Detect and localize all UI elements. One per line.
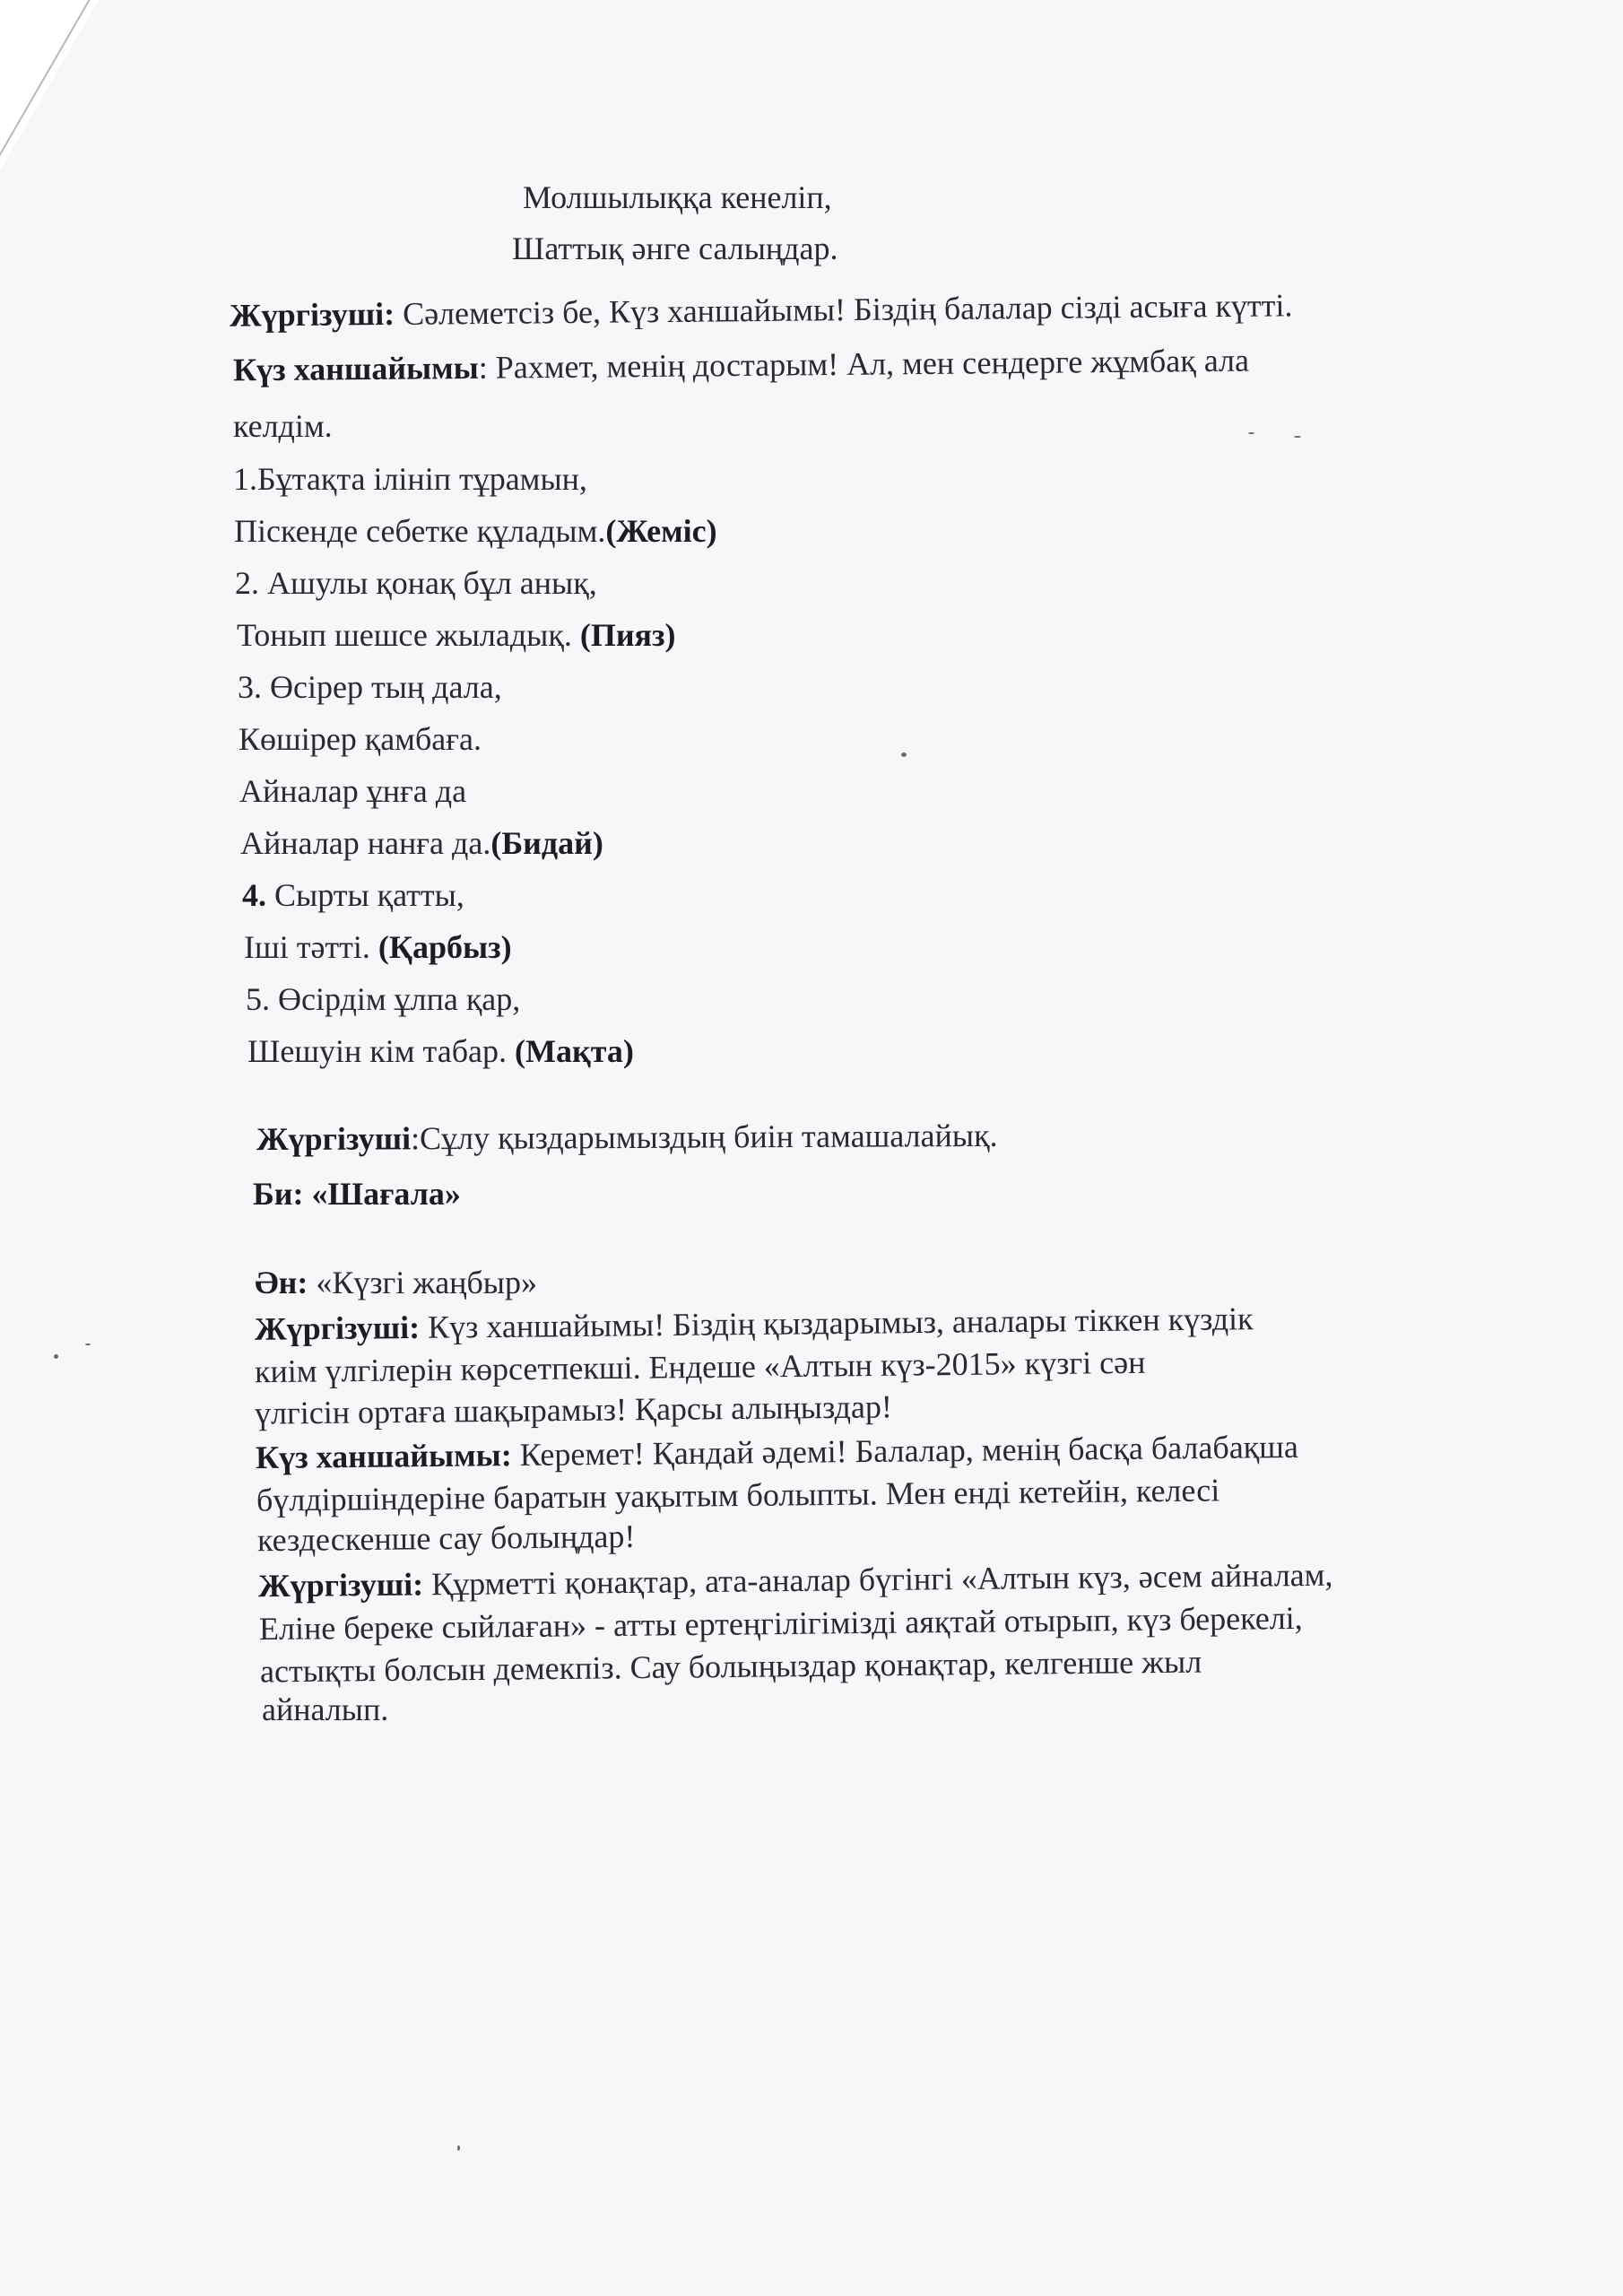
text-line: үлгісін ортаға шақырамыз! Қарсы алыңыздар! xyxy=(254,1388,893,1431)
riddle-line: Шешуін кім табар. (Мақта) xyxy=(247,1033,634,1069)
text-line: бүлдіршіндеріне баратын уақытым болыпты. Мен енді кетейін, келесі xyxy=(256,1472,1220,1518)
text-line: айналып. xyxy=(262,1692,389,1727)
queen-line: Күз ханшайымы: Рахмет, менің достарым! Ал, мен сендерге жұмбақ ала xyxy=(232,342,1250,388)
scan-speck xyxy=(457,2145,460,2151)
song-title: Ән: «Күзгі жаңбыр» xyxy=(255,1265,537,1300)
riddle-line: Іші тәтті. (Қарбыз) xyxy=(244,929,512,965)
text-line: Еліне береке сыйлаған» - атты ертеңгілігімізді аяқтай отырып, күз берекелі, xyxy=(258,1599,1303,1648)
folded-corner xyxy=(0,0,99,170)
riddle-line: Піскенде себетке құладым.(Жеміс) xyxy=(234,513,717,549)
queen-line: Күз ханшайымы: Керемет! Қандай әдемі! Балалар, менің басқа балабақша xyxy=(255,1428,1299,1476)
riddle-line: 4. Сырты қатты, xyxy=(242,877,464,913)
host-line: Жүргізуші: Сәлеметсіз бе, Күз ханшайымы! Біздің балалар сізді асыға күтті. xyxy=(229,287,1293,334)
riddle-line: Айналар ұнға да xyxy=(239,773,467,809)
verse-line: Шаттық әнге салыңдар. xyxy=(512,230,838,266)
scan-speck xyxy=(901,752,907,757)
text-line: кездескенше сау болыңдар! xyxy=(256,1518,636,1559)
scan-speck xyxy=(54,1354,58,1359)
riddle-line: 5. Өсірдім ұлпа қар, xyxy=(246,981,521,1017)
riddle-line: Тонып шешсе жыладық. (Пияз) xyxy=(237,617,676,653)
host-line: Жүргізуші: Құрметті қонақтар, ата-аналар бүгінгі «Алтын күз, әсем айналам, xyxy=(257,1556,1333,1605)
riddle-line: Айналар нанға да.(Бидай) xyxy=(240,825,603,861)
scan-speck xyxy=(1248,432,1254,434)
riddle-line: Көшірер қамбаға. xyxy=(239,721,482,757)
scan-speck xyxy=(1294,436,1301,438)
riddle-line: 1.Бұтақта ілініп тұрамын, xyxy=(233,461,587,497)
text-line: келдім. xyxy=(233,408,333,444)
host-line: Жүргізуші:Сұлу қыздарымыздың биін тамашалайық. xyxy=(256,1117,998,1158)
scan-speck xyxy=(85,1344,91,1345)
riddle-line: 2. Ашулы қонақ бұл анық, xyxy=(235,565,597,601)
verse-line: Молшылыққа кенеліп, xyxy=(523,179,832,215)
host-line: Жүргізуші: Күз ханшайымы! Біздің қыздарымыз, аналары тіккен күздік xyxy=(254,1300,1254,1347)
text-line: киім үлгілерін көрсетпекші. Ендеше «Алтын күз-2015» күзгі сән xyxy=(254,1344,1146,1390)
dance-title: Би: «Шағала» xyxy=(253,1176,461,1212)
riddle-line: 3. Өсірер тың дала, xyxy=(238,669,502,705)
text-line: астықты болсын демекпіз. Сау болыңыздар қонақтар, келгенше жыл xyxy=(259,1643,1202,1690)
